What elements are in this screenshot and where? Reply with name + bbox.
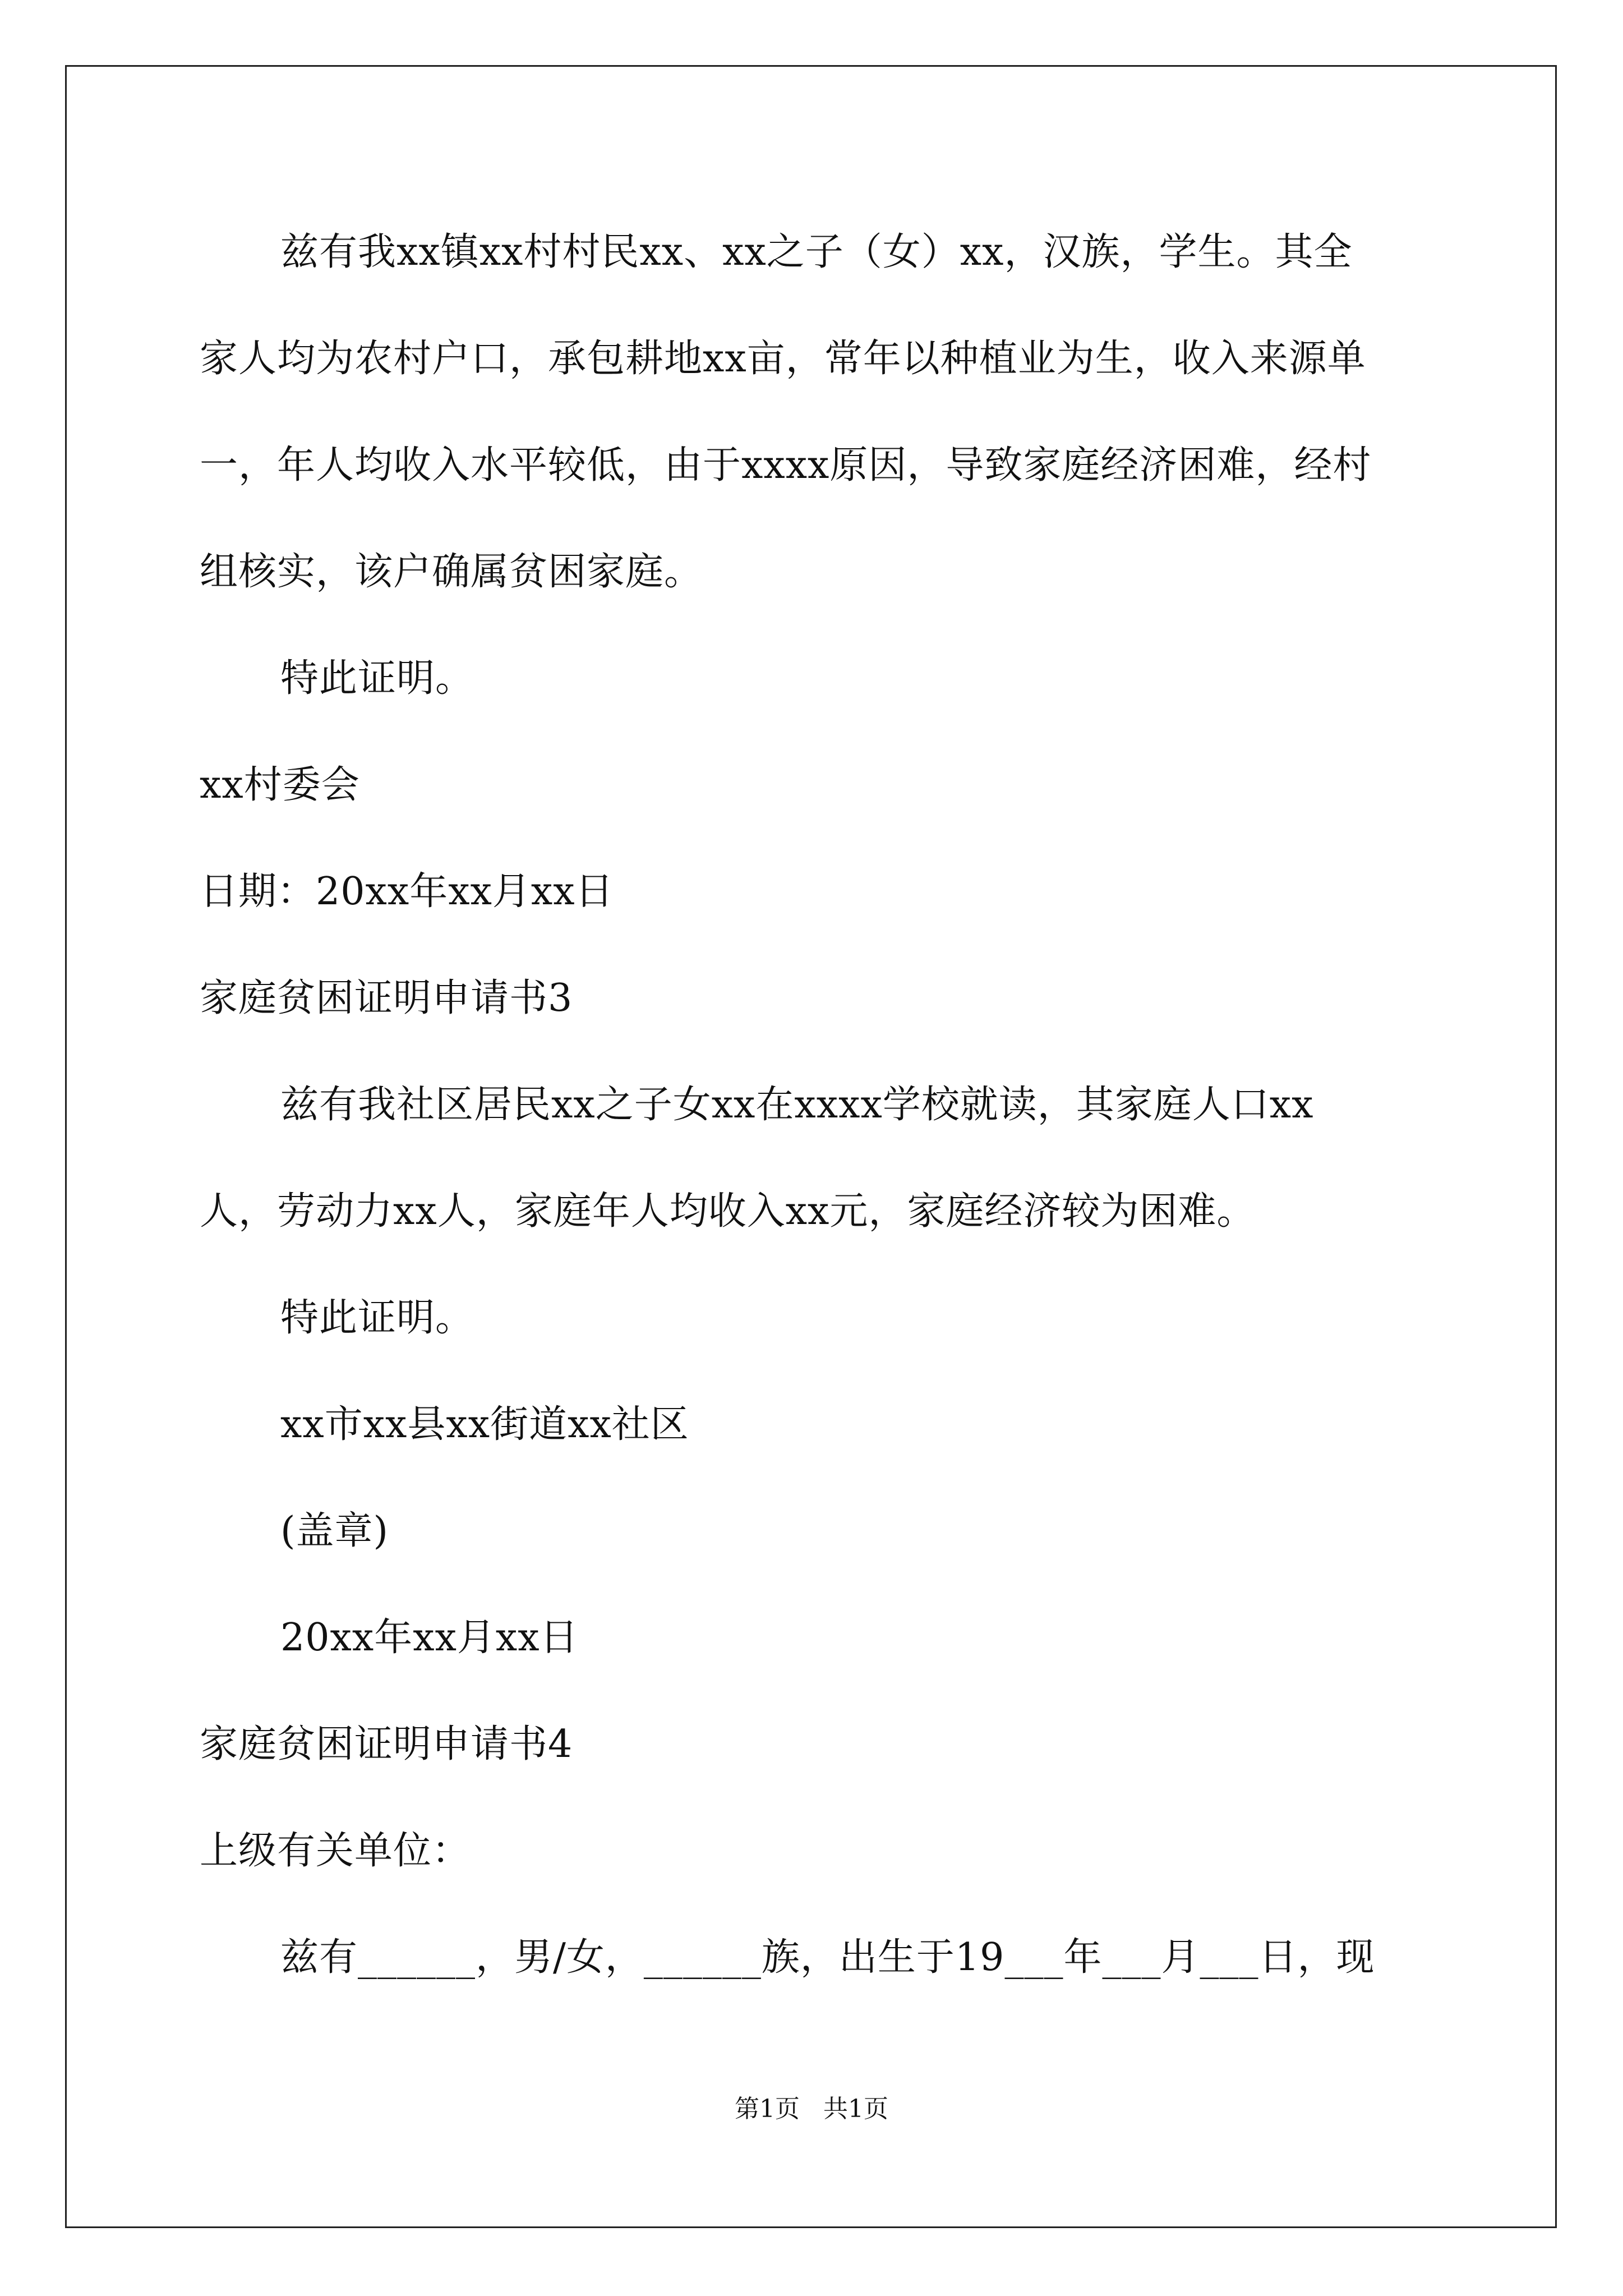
paragraph-1-line-3: 一，年人均收入水平较低，由于xxxx原因，导致家庭经济困难，经村 — [200, 443, 1372, 487]
issuer-village-committee: xx村委会 — [200, 763, 360, 807]
paragraph-1-line-4: 组核实，该户确属贫困家庭。 — [200, 550, 703, 594]
issue-date-1: 日期：20xx年xx月xx日 — [200, 869, 614, 914]
issue-date-2: 20xx年xx月xx日 — [280, 1616, 579, 1660]
form-fill-line: 兹有______，男/女，______族，出生于19___年___月___日，现 — [280, 1935, 1375, 1980]
paragraph-2-line-2: 人，劳动力xx人，家庭年人均收入xx元，家庭经济较为困难。 — [200, 1189, 1256, 1234]
page-number-footer: 第1页 共1页 — [735, 2095, 888, 2123]
salutation: 上级有关单位： — [200, 1829, 471, 1873]
paragraph-2-line-1: 兹有我社区居民xx之子女xx在xxxx学校就读，其家庭人口xx — [280, 1083, 1314, 1127]
issuer-community: xx市xx县xx街道xx社区 — [280, 1402, 689, 1447]
page-border — [65, 65, 1557, 2228]
certification-statement-1: 特此证明。 — [280, 656, 474, 701]
paragraph-1-line-2: 家人均为农村户口，承包耕地xx亩，常年以种植业为生，收入来源单 — [200, 337, 1366, 381]
section-heading-4: 家庭贫困证明申请书4 — [200, 1722, 573, 1766]
section-heading-3: 家庭贫困证明申请书3 — [200, 976, 573, 1020]
paragraph-1-line-1: 兹有我xx镇xx村村民xx、xx之子（女）xx，汉族，学生。其全 — [280, 230, 1353, 274]
seal-note: (盖章) — [280, 1509, 389, 1553]
certification-statement-2: 特此证明。 — [280, 1296, 474, 1340]
